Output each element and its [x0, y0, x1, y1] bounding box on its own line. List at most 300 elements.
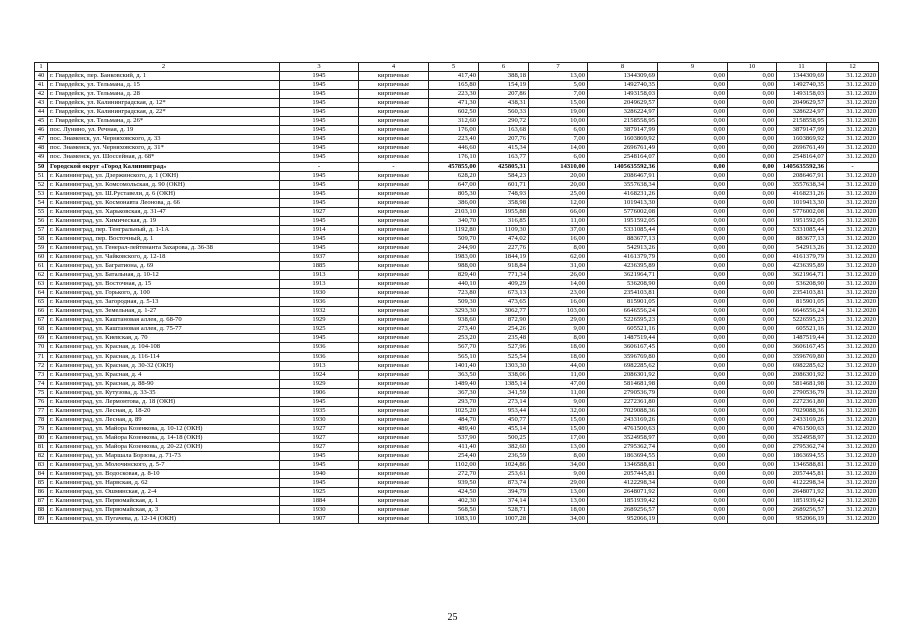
table-row [35, 135, 879, 144]
table-row [35, 424, 879, 433]
column-number: 9 [658, 63, 728, 72]
cost-col-10-cell: 0,00 [728, 108, 777, 117]
completion-date-cell: 31.12.2020 [827, 171, 879, 180]
total-area-cell: 363,50 [429, 370, 479, 379]
row-number-cell: 49 [35, 153, 48, 162]
total-area-cell: 988,00 [429, 262, 479, 271]
year-built-cell: 1945 [280, 234, 359, 243]
row-number-cell: 76 [35, 397, 48, 406]
residents-count-cell: 47,00 [529, 379, 588, 388]
total-area-cell: 340,70 [429, 216, 479, 225]
residents-count-cell: 8,00 [529, 452, 588, 461]
cost-col-10-cell: 0,00 [728, 289, 777, 298]
wall-material-cell: кирпичные [359, 243, 429, 252]
total-area-cell: 176,10 [429, 153, 479, 162]
wall-material-cell: кирпичные [359, 117, 429, 126]
residents-count-cell: 9,00 [529, 325, 588, 334]
remaining-cost-cell: 2689256,57 [777, 506, 827, 515]
total-area-cell: 805,30 [429, 189, 479, 198]
address-cell: г. Калининград, ул. Дзержинского, д. 1 (ОКН) [48, 171, 280, 180]
cost-col-10-cell: 0,00 [728, 207, 777, 216]
address-cell: г. Калининград, ул. Ошмянская, д. 2-4 [48, 488, 280, 497]
table-row [35, 488, 879, 497]
total-cost-cell: 4122298,34 [588, 479, 658, 488]
living-area-cell: 235,48 [479, 334, 529, 343]
completion-date-cell: 31.12.2020 [827, 433, 879, 442]
completion-date-cell: 31.12.2020 [827, 316, 879, 325]
cost-col-10-cell: 0,00 [728, 171, 777, 180]
cost-col-10-cell: 0,00 [728, 189, 777, 198]
row-number-cell: 77 [35, 406, 48, 415]
total-cost-cell: 883677,13 [588, 234, 658, 243]
cost-col-10-cell: 0,00 [728, 388, 777, 397]
row-number-cell: 45 [35, 117, 48, 126]
living-area-cell: 525,54 [479, 352, 529, 361]
cost-col-9-cell: 0,00 [658, 470, 728, 479]
living-area-cell: 953,44 [479, 406, 529, 415]
remaining-cost-cell: 2057445,81 [777, 470, 827, 479]
cost-col-10-cell: 0,00 [728, 198, 777, 207]
completion-date-cell: 31.12.2020 [827, 99, 879, 108]
cost-col-9-cell: 0,00 [658, 126, 728, 135]
completion-date-cell: 31.12.2020 [827, 72, 879, 81]
completion-date-cell: 31.12.2020 [827, 216, 879, 225]
cost-col-9-cell: 0,00 [658, 298, 728, 307]
total-cost-cell: 3596769,80 [588, 352, 658, 361]
cost-col-10-cell: 0,00 [728, 135, 777, 144]
table-row [35, 433, 879, 442]
table-row [35, 506, 879, 515]
total-cost-cell: 2354103,81 [588, 289, 658, 298]
remaining-cost-cell: 4761500,63 [777, 424, 827, 433]
total-cost-cell: 2648071,92 [588, 488, 658, 497]
cost-col-9-cell: 0,00 [658, 90, 728, 99]
row-number-cell: 53 [35, 189, 48, 198]
cost-col-10-cell: 0,00 [728, 361, 777, 370]
total-area-cell: 567,70 [429, 343, 479, 352]
remaining-cost-cell: 2648071,92 [777, 488, 827, 497]
row-number-cell: 66 [35, 307, 48, 316]
remaining-cost-cell: 815901,05 [777, 298, 827, 307]
total-cost-cell: 536208,90 [588, 280, 658, 289]
table-row [35, 388, 879, 397]
address-cell: г. Калининград, ул. Красная, д. 30-32 (ОКН) [48, 361, 280, 370]
remaining-cost-cell: 1863694,55 [777, 452, 827, 461]
cost-col-10-cell: 0,00 [728, 461, 777, 470]
total-area-cell: 446,60 [429, 144, 479, 153]
remaining-cost-cell: 1019413,30 [777, 198, 827, 207]
remaining-cost-cell: 6982285,62 [777, 361, 827, 370]
living-area-cell: 601,71 [479, 180, 529, 189]
residents-count-cell: 13,00 [529, 497, 588, 506]
year-built-cell: 1945 [280, 461, 359, 470]
completion-date-cell: 31.12.2020 [827, 135, 879, 144]
residents-count-cell: 34,00 [529, 515, 588, 524]
cost-col-9-cell: 0,00 [658, 370, 728, 379]
table-row [35, 325, 879, 334]
living-area-cell: 771,34 [479, 271, 529, 280]
residents-count-cell: 11,00 [529, 370, 588, 379]
address-cell: г. Калининград, ул. Космонавта Леонова, д. 66 [48, 198, 280, 207]
residents-count-cell: 6,00 [529, 153, 588, 162]
row-number-cell: 61 [35, 262, 48, 271]
column-number: 4 [359, 63, 429, 72]
table-row [35, 316, 879, 325]
address-cell: г. Калининград, ул. Генерал-лейтенанта Захарова, д. 36-38 [48, 243, 280, 252]
completion-date-cell: 31.12.2020 [827, 189, 879, 198]
total-area-cell: 165,80 [429, 81, 479, 90]
living-area-cell: 388,18 [479, 72, 529, 81]
address-cell: г. Калининград, ул. Водосковая, д. 8-10 [48, 470, 280, 479]
completion-date-cell: 31.12.2020 [827, 515, 879, 524]
table-row [35, 90, 879, 99]
row-number-cell: 85 [35, 479, 48, 488]
total-area-cell: 471,30 [429, 99, 479, 108]
total-cost-cell: 3524958,97 [588, 433, 658, 442]
completion-date-cell: 31.12.2020 [827, 397, 879, 406]
row-number-cell: 81 [35, 442, 48, 451]
total-area-cell: 253,20 [429, 334, 479, 343]
cost-col-9-cell: 0,00 [658, 361, 728, 370]
completion-date-cell: 31.12.2020 [827, 488, 879, 497]
completion-date-cell: 31.12.2020 [827, 298, 879, 307]
total-cost-cell: 4761500,63 [588, 424, 658, 433]
cost-col-10-cell: 0,00 [728, 234, 777, 243]
address-cell: г. Калининград, ул. Багратиона, д. 69 [48, 262, 280, 271]
total-cost-cell: 815901,05 [588, 298, 658, 307]
table-row [35, 126, 879, 135]
cost-col-10-cell: 0,00 [728, 515, 777, 524]
address-cell: г. Калининград, ул. Первомайская, д. 3 [48, 506, 280, 515]
remaining-cost-cell: 3557638,34 [777, 180, 827, 189]
living-area-cell: 316,85 [479, 216, 529, 225]
cost-col-10-cell: 0,00 [728, 307, 777, 316]
total-area-cell: 1102,00 [429, 461, 479, 470]
wall-material-cell: кирпичные [359, 442, 429, 451]
cost-col-9-cell: 0,00 [658, 515, 728, 524]
wall-material-cell: кирпичные [359, 225, 429, 234]
row-number-cell: 63 [35, 280, 48, 289]
remaining-cost-cell: 2433169,26 [777, 415, 827, 424]
row-number-cell: 51 [35, 171, 48, 180]
living-area-cell: 374,14 [479, 497, 529, 506]
total-area-cell: 602,50 [429, 108, 479, 117]
remaining-cost-cell: 4168231,26 [777, 189, 827, 198]
completion-date-cell: 31.12.2020 [827, 343, 879, 352]
wall-material-cell: кирпичные [359, 262, 429, 271]
table-row [35, 361, 879, 370]
row-number-cell: 82 [35, 452, 48, 461]
column-number: 11 [777, 63, 827, 72]
wall-material-cell: кирпичные [359, 271, 429, 280]
year-built-cell: 1927 [280, 433, 359, 442]
remaining-cost-cell: 1492740,35 [777, 81, 827, 90]
residents-count-cell: 13,00 [529, 488, 588, 497]
wall-material-cell: кирпичные [359, 180, 429, 189]
wall-material-cell: кирпичные [359, 289, 429, 298]
cost-col-9-cell: 0,00 [658, 280, 728, 289]
cost-col-10-cell: 0,00 [728, 424, 777, 433]
wall-material-cell: кирпичные [359, 334, 429, 343]
residents-count-cell: 14310,00 [529, 162, 588, 171]
address-cell: г. Калининград, ул. Комсомольская, д. 90 (ОКН) [48, 180, 280, 189]
total-cost-cell: 4161379,79 [588, 252, 658, 261]
total-area-cell: 244,90 [429, 243, 479, 252]
row-number-cell: 75 [35, 388, 48, 397]
year-built-cell: 1907 [280, 515, 359, 524]
total-cost-cell: 1851939,42 [588, 497, 658, 506]
completion-date-cell: 31.12.2020 [827, 388, 879, 397]
total-area-cell: 484,70 [429, 415, 479, 424]
living-area-cell: 584,23 [479, 171, 529, 180]
living-area-cell: 473,65 [479, 298, 529, 307]
living-area-cell: 341,59 [479, 388, 529, 397]
cost-col-9-cell: 0,00 [658, 271, 728, 280]
total-cost-cell: 3557638,34 [588, 180, 658, 189]
completion-date-cell: 31.12.2020 [827, 144, 879, 153]
residents-count-cell: 66,00 [529, 207, 588, 216]
address-cell: г. Калининград, ул. Красная, д. 88-90 [48, 379, 280, 388]
remaining-cost-cell: 3606167,45 [777, 343, 827, 352]
address-cell: г. Калининград, ул. Харьковская, д. 31-47 [48, 207, 280, 216]
total-area-cell: 628,20 [429, 171, 479, 180]
remaining-cost-cell: 2790536,79 [777, 388, 827, 397]
residents-count-cell: 15,00 [529, 99, 588, 108]
living-area-cell: 163,68 [479, 126, 529, 135]
completion-date-cell: 31.12.2020 [827, 81, 879, 90]
cost-col-9-cell: 0,00 [658, 488, 728, 497]
address-cell: г. Калининград, ул. Пугачева, д. 12-14 (ОКН) [48, 515, 280, 524]
completion-date-cell: 31.12.2020 [827, 452, 879, 461]
cost-col-10-cell: 0,00 [728, 470, 777, 479]
wall-material-cell: кирпичные [359, 234, 429, 243]
cost-col-9-cell: 0,00 [658, 442, 728, 451]
cost-col-9-cell: 0,00 [658, 153, 728, 162]
residents-count-cell: 12,00 [529, 198, 588, 207]
total-area-cell: 176,00 [429, 126, 479, 135]
address-cell: г. Калининград, пер. Восточный, д. 1 [48, 234, 280, 243]
wall-material-cell: кирпичные [359, 153, 429, 162]
completion-date-cell: 31.12.2020 [827, 90, 879, 99]
completion-date-cell: 31.12.2020 [827, 126, 879, 135]
total-area-cell: 223,40 [429, 135, 479, 144]
year-built-cell: 1913 [280, 271, 359, 280]
total-cost-cell: 2433169,26 [588, 415, 658, 424]
living-area-cell: 1024,86 [479, 461, 529, 470]
cost-col-10-cell: 0,00 [728, 243, 777, 252]
cost-col-9-cell: 0,00 [658, 479, 728, 488]
living-area-cell: 409,29 [479, 280, 529, 289]
total-area-cell: 424,50 [429, 488, 479, 497]
cost-col-10-cell: 0,00 [728, 262, 777, 271]
table-body [35, 63, 879, 524]
remaining-cost-cell: 4122298,34 [777, 479, 827, 488]
year-built-cell: 1945 [280, 180, 359, 189]
total-cost-cell: 6646556,24 [588, 307, 658, 316]
year-built-cell: 1945 [280, 81, 359, 90]
remaining-cost-cell: 2354103,81 [777, 289, 827, 298]
total-cost-cell: 542913,26 [588, 243, 658, 252]
cost-col-9-cell: 0,00 [658, 108, 728, 117]
table-row [35, 234, 879, 243]
row-number-cell: 72 [35, 361, 48, 370]
address-cell: г. Гвардейск, ул. Калининградская, д. 22* [48, 108, 280, 117]
row-number-cell: 57 [35, 225, 48, 234]
completion-date-cell: 31.12.2020 [827, 470, 879, 479]
address-cell: г. Калининград, ул. Молочинского, д. 5-7 [48, 461, 280, 470]
residents-count-cell: 17,00 [529, 433, 588, 442]
row-number-cell: 59 [35, 243, 48, 252]
wall-material-cell: кирпичные [359, 108, 429, 117]
living-area-cell: 253,61 [479, 470, 529, 479]
remaining-cost-cell: 2548164,07 [777, 153, 827, 162]
remaining-cost-cell: 2696761,49 [777, 144, 827, 153]
residents-count-cell: 5,00 [529, 81, 588, 90]
table-row [35, 162, 879, 171]
table-row [35, 397, 879, 406]
total-area-cell: 254,40 [429, 452, 479, 461]
cost-col-10-cell: 0,00 [728, 180, 777, 189]
cost-col-9-cell: 0,00 [658, 189, 728, 198]
table-row [35, 497, 879, 506]
wall-material-cell: кирпичные [359, 316, 429, 325]
housing-register-table [34, 62, 879, 524]
residents-count-cell: 18,00 [529, 352, 588, 361]
cost-col-9-cell: 0,00 [658, 334, 728, 343]
completion-date-cell: 31.12.2020 [827, 497, 879, 506]
residents-count-cell: 37,00 [529, 225, 588, 234]
completion-date-cell: 31.12.2020 [827, 108, 879, 117]
residents-count-cell: 7,00 [529, 135, 588, 144]
cost-col-10-cell: 0,00 [728, 316, 777, 325]
wall-material-cell: кирпичные [359, 280, 429, 289]
year-built-cell: 1927 [280, 442, 359, 451]
address-cell: г. Калининград, ул. Лермонтова, д. 18 (ОКН) [48, 397, 280, 406]
cost-col-9-cell: 0,00 [658, 171, 728, 180]
total-cost-cell: 3606167,45 [588, 343, 658, 352]
living-area-cell: 358,98 [479, 198, 529, 207]
row-number-cell: 40 [35, 72, 48, 81]
cost-col-9-cell: 0,00 [658, 207, 728, 216]
living-area-cell: 1844,19 [479, 252, 529, 261]
wall-material-cell: - [359, 162, 429, 171]
year-built-cell: 1935 [280, 406, 359, 415]
total-cost-cell: 3286224,97 [588, 108, 658, 117]
remaining-cost-cell: 2158558,95 [777, 117, 827, 126]
address-cell: пос. Лунино, ул. Речная, д. 19 [48, 126, 280, 135]
total-area-cell: 939,50 [429, 479, 479, 488]
address-cell: г. Калининград, ул. Батальная, д. 10-12 [48, 271, 280, 280]
living-area-cell: 207,76 [479, 135, 529, 144]
address-cell: г. Калининград, ул. Химическая, д. 19 [48, 216, 280, 225]
living-area-cell: 528,71 [479, 506, 529, 515]
living-area-cell: 450,77 [479, 415, 529, 424]
total-cost-cell: 4236395,89 [588, 262, 658, 271]
address-cell: г. Гвардейск, пер. Банковский, д. 1 [48, 72, 280, 81]
wall-material-cell: кирпичные [359, 99, 429, 108]
table-row [35, 343, 879, 352]
completion-date-cell: 31.12.2020 [827, 180, 879, 189]
completion-date-cell: 31.12.2020 [827, 361, 879, 370]
total-cost-cell: 5226595,23 [588, 316, 658, 325]
total-cost-cell: 2548164,07 [588, 153, 658, 162]
wall-material-cell: кирпичные [359, 479, 429, 488]
total-cost-cell: 2272361,80 [588, 397, 658, 406]
row-number-cell: 41 [35, 81, 48, 90]
remaining-cost-cell: 4161379,79 [777, 252, 827, 261]
total-cost-cell: 5814681,98 [588, 379, 658, 388]
year-built-cell: 1945 [280, 243, 359, 252]
total-area-cell: 509,70 [429, 234, 479, 243]
year-built-cell: 1927 [280, 424, 359, 433]
total-area-cell: 367,30 [429, 388, 479, 397]
year-built-cell: 1940 [280, 470, 359, 479]
year-built-cell: 1945 [280, 126, 359, 135]
living-area-cell: 438,31 [479, 99, 529, 108]
living-area-cell: 394,79 [479, 488, 529, 497]
year-built-cell: 1925 [280, 325, 359, 334]
total-cost-cell: 2689256,57 [588, 506, 658, 515]
page-number: 25 [447, 612, 458, 623]
residents-count-cell: 13,00 [529, 442, 588, 451]
residents-count-cell: 11,00 [529, 388, 588, 397]
year-built-cell: 1936 [280, 343, 359, 352]
wall-material-cell: кирпичные [359, 515, 429, 524]
address-cell: г. Калининград, пер. Тенгральный, д. 1-1А [48, 225, 280, 234]
table-row [35, 216, 879, 225]
address-cell: г. Калининград, ул. Восточная, д. 15 [48, 280, 280, 289]
row-number-cell: 83 [35, 461, 48, 470]
row-number-cell: 74 [35, 379, 48, 388]
cost-col-10-cell: 0,00 [728, 506, 777, 515]
residents-count-cell: 25,00 [529, 189, 588, 198]
cost-col-9-cell: 0,00 [658, 452, 728, 461]
wall-material-cell: кирпичные [359, 506, 429, 515]
total-area-cell: 1192,80 [429, 225, 479, 234]
cost-col-10-cell: 0,00 [728, 488, 777, 497]
table-row [35, 442, 879, 451]
total-area-cell: 1025,20 [429, 406, 479, 415]
cost-col-9-cell: 0,00 [658, 352, 728, 361]
wall-material-cell: кирпичные [359, 397, 429, 406]
total-area-cell: 312,60 [429, 117, 479, 126]
year-built-cell: 1884 [280, 497, 359, 506]
total-area-cell: 829,40 [429, 271, 479, 280]
remaining-cost-cell: 5226595,23 [777, 316, 827, 325]
table-row [35, 271, 879, 280]
total-area-cell: 489,40 [429, 424, 479, 433]
living-area-cell: 527,96 [479, 343, 529, 352]
row-number-cell: 43 [35, 99, 48, 108]
living-area-cell: 3062,77 [479, 307, 529, 316]
cost-col-9-cell: 0,00 [658, 225, 728, 234]
cost-col-9-cell: 0,00 [658, 433, 728, 442]
table-row [35, 99, 879, 108]
wall-material-cell: кирпичные [359, 424, 429, 433]
wall-material-cell: кирпичные [359, 433, 429, 442]
row-number-cell: 47 [35, 135, 48, 144]
residents-count-cell: 44,00 [529, 361, 588, 370]
cost-col-9-cell: 0,00 [658, 307, 728, 316]
address-cell: г. Калининград, ул. Маршала Борзова, д. 71-73 [48, 452, 280, 461]
row-number-cell: 58 [35, 234, 48, 243]
row-number-cell: 84 [35, 470, 48, 479]
total-area-cell: 1489,40 [429, 379, 479, 388]
residents-count-cell: 6,00 [529, 126, 588, 135]
row-number-cell: 71 [35, 352, 48, 361]
completion-date-cell: 31.12.2020 [827, 506, 879, 515]
remaining-cost-cell: 883677,13 [777, 234, 827, 243]
